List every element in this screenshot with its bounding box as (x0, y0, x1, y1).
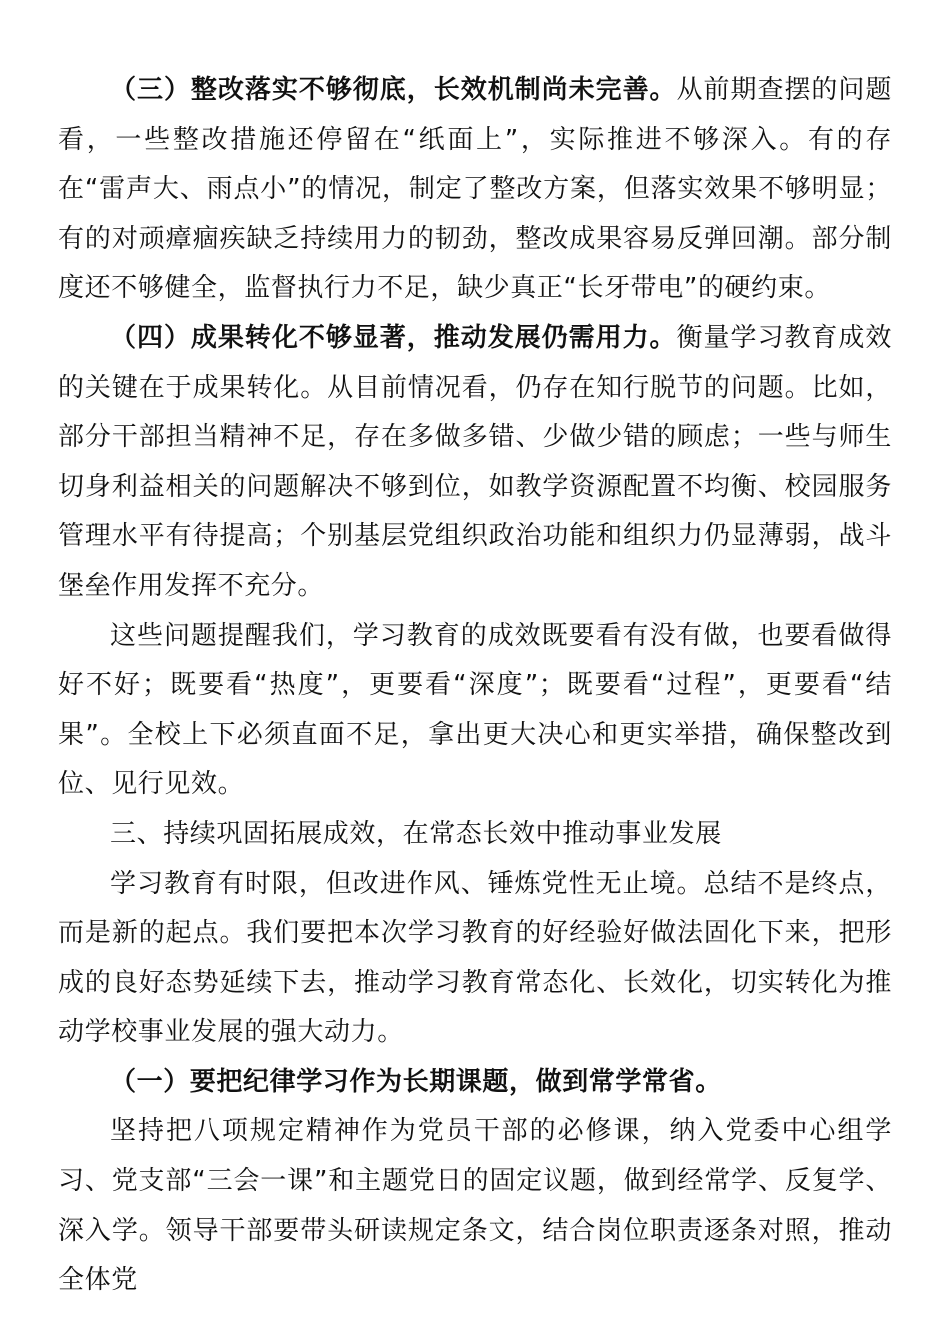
section-heading: 三、持续巩固拓展成效，在常态长效中推动事业发展 (110, 818, 722, 849)
sub-heading-discipline: （一）要把纪律学习作为长期课题，做到常学常省。 (110, 1066, 722, 1097)
document-page (58, 66, 892, 1306)
paragraph-rectification (58, 66, 892, 314)
paragraph-discipline: 坚持把八项规定精神作为党员干部的必修课，纳入党委中心组学习、党支部“三会一课”和主题党日的固定议题，做到经常学、反复学、深入学。领导干部要带头研读规定条文，结合岗位职责逐条对照，推动全体党 (58, 1116, 892, 1296)
paragraph-section-intro: 学习教育有时限，但改进作风、锤炼党性无止境。总结不是终点，而是新的起点。我们要把本次学习教育的好经验好做法固化下来，把形成的良好态势延续下去，推动学习教育常态化、长效化，切实转化为推动学校事业发展的强大动力。 (58, 868, 892, 1048)
paragraph-lead-rectification: （三）整改落实不够彻底，长效机制尚未完善。 (110, 75, 677, 105)
paragraph-achievement (58, 314, 892, 612)
paragraph-lead-achievement: （四）成果转化不够显著，推动发展仍需用力。 (110, 322, 677, 353)
paragraph-body-rectification: 从前期查摆的问题看，一些整改措施还停留在“纸面上”，实际推进不够深入。有的存在“雷声大、雨点小”的情况，制定了整改方案，但落实效果不够明显；有的对顽瘴痼疾缺乏持续用力的韧劲，整改成果容易反弹回潮。部分制度还不够健全，监督执行力不足，缺少真正“长牙带电”的硬约束。 (58, 75, 892, 304)
paragraph-reminder: 这些问题提醒我们，学习教育的成效既要看有没有做，也要看做得好不好；既要看“热度”，更要看“深度”；既要看“过程”，更要看“结果”。全校上下必须直面不足，拿出更大决心和更实举措，确保整改到位、见行见效。 (58, 620, 892, 800)
paragraph-body-achievement: 衡量学习教育成效的关键在于成果转化。从目前情况看，仍存在知行脱节的问题。比如，部分干部担当精神不足，存在多做多错、少做少错的顾虑；一些与师生切身利益相关的问题解决不够到位，如教学资源配置不均衡、校园服务管理水平有待提高；个别基层党组织政治功能和组织力仍显薄弱，战斗堡垒作用发挥不充分。 (58, 322, 892, 601)
